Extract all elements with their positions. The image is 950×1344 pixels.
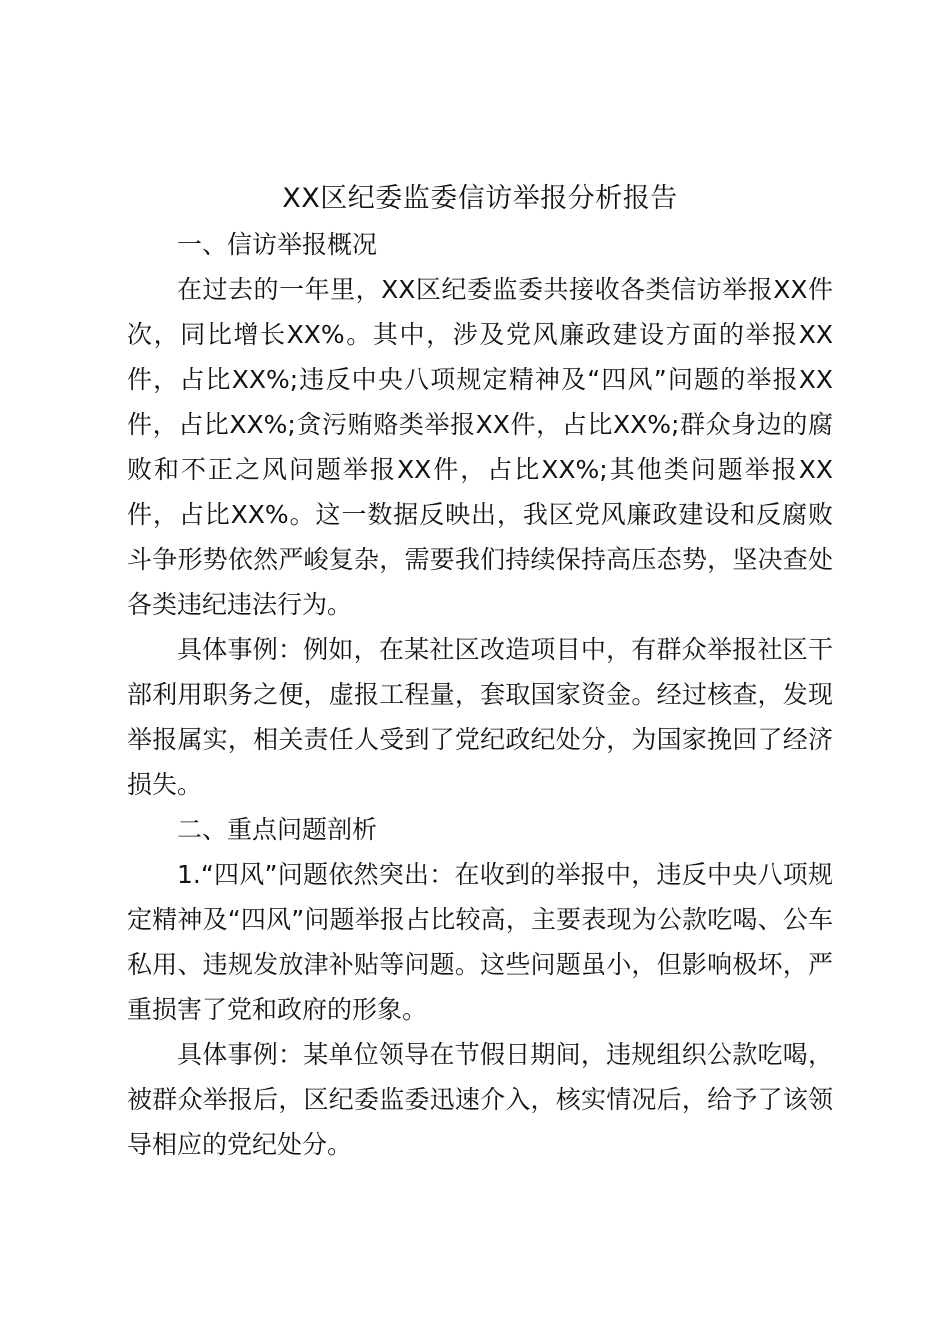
section-heading-key-issues: 二、重点问题剖析 xyxy=(177,815,378,844)
paragraph-overview-example: 具体事例：例如，在某社区改造项目中，有群众举报社区干部利用职务之便，虚报工程量，套取国家资金。经过核查，发现举报属实，相关责任人受到了党纪政纪处分，为国家挽回了经济损失。 xyxy=(127,635,833,799)
section-heading-overview: 一、信访举报概况 xyxy=(177,230,378,259)
paragraph-four-styles-issue: 1.“四风”问题依然突出：在收到的举报中，违反中央八项规定精神及“四风”问题举报占比较高，主要表现为公款吃喝、公车私用、违规发放津补贴等问题。这些问题虽小，但影响极坏，严重损害了党和政府的形象。 xyxy=(127,860,833,1024)
paragraph-four-styles-example: 具体事例：某单位领导在节假日期间，违规组织公款吃喝，被群众举报后，区纪委监委迅速介入，核实情况后，给予了该领导相应的党纪处分。 xyxy=(127,1040,833,1159)
paragraph-overview-statistics: 在过去的一年里，XX区纪委监委共接收各类信访举报XX件次，同比增长XX%。其中，涉及党风廉政建设方面的举报XX件，占比XX%;违反中央八项规定精神及“四风”问题的举报XX件，占比XX%;贪污贿赂类举报XX件，占比XX%;群众身边的腐败和不正之风问题举报XX件，占比XX%;其他类问题举报XX件，占比XX%。这一数据反映出，我区党风廉政建设和反腐败斗争形势依然严峻复杂，需要我们持续保持高压态势，坚决查处各类违纪违法行为。 xyxy=(127,275,833,619)
document-title: XX区纪委监委信访举报分析报告 xyxy=(282,183,678,214)
document-body xyxy=(127,176,833,1167)
